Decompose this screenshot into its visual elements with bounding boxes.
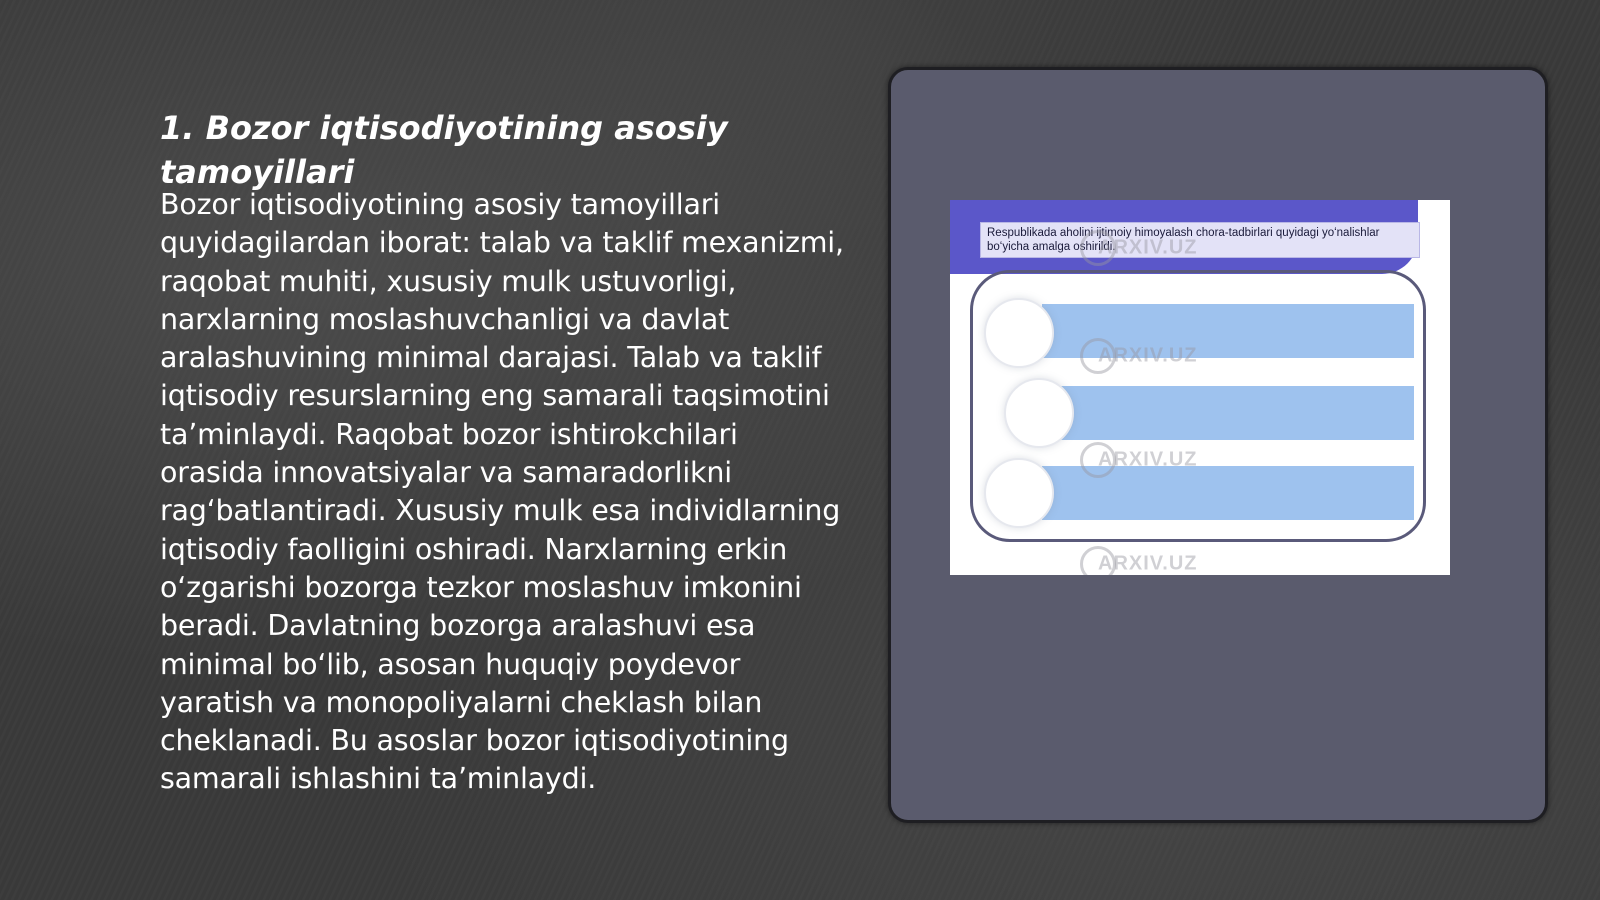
infographic-header-text: Respublikada aholini ijtimoiy himoyalash chora-tadbirlari quyidagi yoʻnalishlar boʻyicha amalga oshirildi. <box>980 222 1420 258</box>
slide-heading: 1. Bozor iqtisodiyotining asosiy tamoyillari <box>160 109 728 191</box>
infographic-circle <box>1004 378 1074 448</box>
infographic-image <box>950 200 1450 575</box>
slide-body-text: Bozor iqtisodiyotining asosiy tamoyillari quyidagilardan iborat: talab va taklif mexanizmi, raqobat muhiti, xususiy mulk ustuvorligi, narxlarning moslashuvchanligi va davlat aralashuvining minimal darajasi. Talab va taklif iqtisodiy resurslarning eng samarali taqsimotini taʼminlaydi. Raqobat bozor ishtirokchilari orasida innovatsiyalar va samaradorlikni ragʻbatlantiradi. Xususiy mulk esa individlarning iqtisodiy faolligini oshiradi. Narxlarning erkin oʻzgarishi bozorga tezkor moslashuv imkonini beradi. Davlatning bozorga aralashuvi esa minimal boʻlib, asosan huquqiy poydevor yaratish va monopoliyalarni cheklash bilan cheklanadi. Bu asoslar bozor iqtisodiyotining samarali ishlashini taʼminlaydi. <box>160 188 844 796</box>
watermark: ARXIV.UZ <box>1080 442 1198 478</box>
watermark: ARXIV.UZ <box>1080 338 1198 374</box>
infographic-circle <box>984 298 1054 368</box>
infographic-bar <box>1042 386 1414 440</box>
watermark: ARXIV.UZ <box>1080 230 1198 266</box>
infographic-circle <box>984 458 1054 528</box>
watermark: ARXIV.UZ <box>1080 546 1198 575</box>
